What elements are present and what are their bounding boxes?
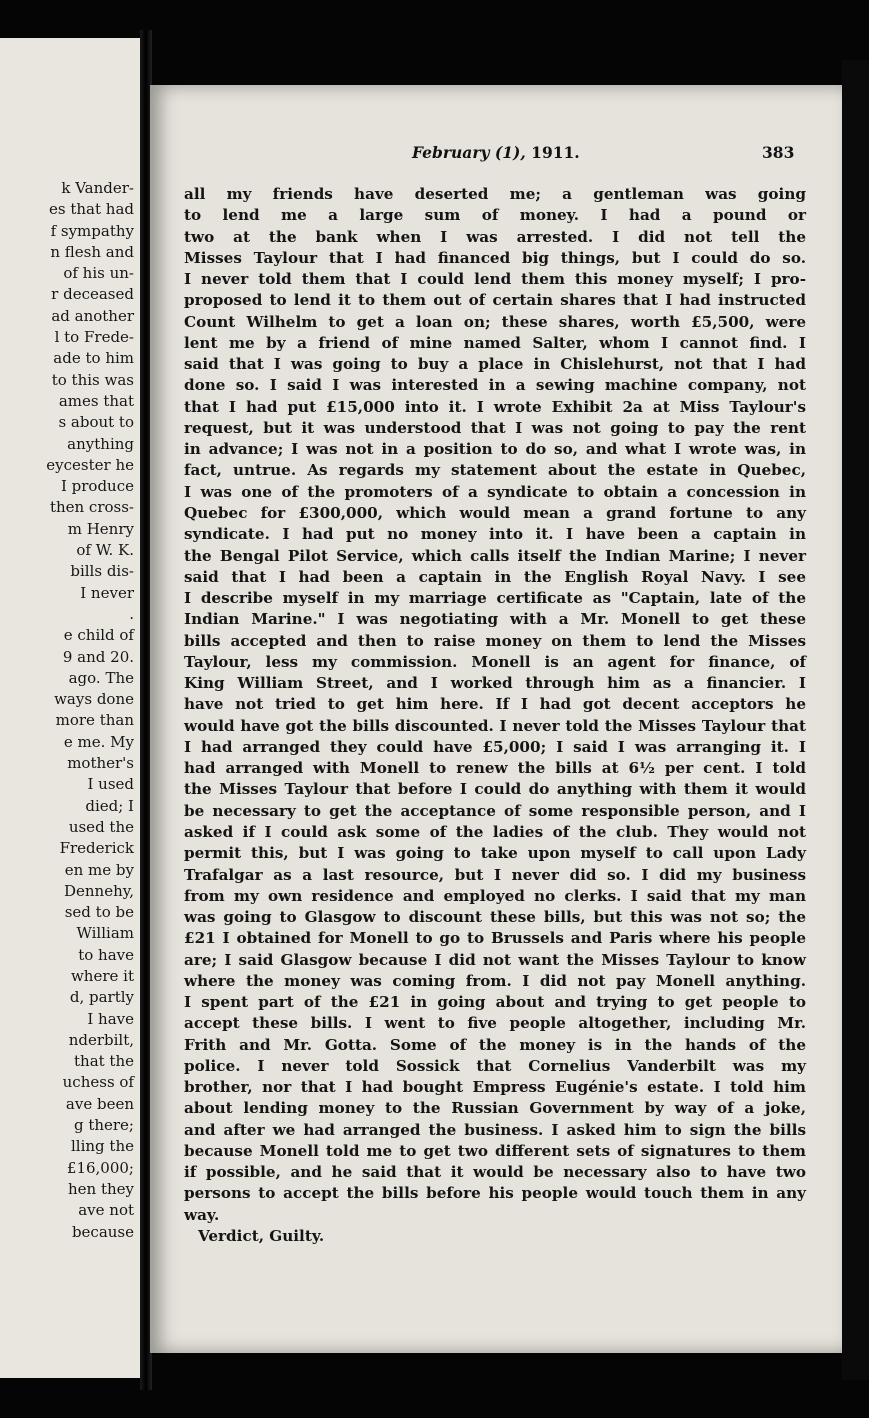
body-line: Indian Marine." I was negotiating with a Mr. Monell to get these xyxy=(184,610,806,629)
body-line: that I had put £15,000 into it. I wrote Exhibit 2a at Miss Taylour's xyxy=(184,397,806,416)
left-page-line: ways done xyxy=(54,690,134,709)
body-line: all my friends have deserted me; a gentleman was going xyxy=(184,185,806,203)
left-page-line: ave not xyxy=(78,1201,134,1220)
left-page-line: died; I xyxy=(85,796,134,815)
body-line: Quebec for £300,000, which would mean a grand fortune to any xyxy=(184,503,806,522)
left-page-line: ad another xyxy=(51,306,134,325)
left-page-line: anything xyxy=(67,434,134,453)
left-page-line: more than xyxy=(55,711,134,730)
left-page-line: 9 and 20. xyxy=(62,647,134,666)
body-line: Count Wilhelm to get a loan on; these shares, worth £5,500, were xyxy=(184,312,806,331)
body-line: because Monell told me to get two different sets of signatures to them xyxy=(184,1141,806,1160)
left-page-line: that the xyxy=(74,1052,134,1071)
left-page-line: e child of xyxy=(63,626,134,645)
page-number: 383 xyxy=(762,143,795,162)
body-line: permit this, but I was going to take upon myself to call upon Lady xyxy=(184,844,806,863)
left-page-line: r deceased xyxy=(51,285,134,304)
body-line: bills accepted and then to raise money on them to lend the Misses xyxy=(184,631,806,650)
left-page-line: l to Frede- xyxy=(54,328,134,347)
body-line: persons to accept the bills before his people would touch them in any xyxy=(184,1184,806,1203)
left-page-line: mother's xyxy=(67,754,134,773)
left-page-line: I have xyxy=(87,1009,134,1028)
body-line: the Bengal Pilot Service, which calls itself the Indian Marine; I never xyxy=(184,546,806,565)
body-text xyxy=(184,184,806,1247)
body-line: £21 I obtained for Monell to go to Brussels and Paris where his people xyxy=(184,929,806,948)
header-month: February xyxy=(412,143,490,162)
left-page-line: en me by xyxy=(64,860,134,879)
left-page-line: . xyxy=(129,604,134,623)
left-page-line: m Henry xyxy=(67,519,134,538)
body-line: I never told them that I could lend them this money myself; I pro- xyxy=(184,270,806,289)
left-page-line: £16,000; xyxy=(66,1158,134,1177)
body-line: and after we had arranged the business. I asked him to sign the bills xyxy=(184,1120,806,1139)
body-line: had arranged with Monell to renew the bills at 6½ per cent. I told xyxy=(184,759,806,778)
header-date: (1), xyxy=(494,143,532,162)
left-page-line: Dennehy, xyxy=(63,881,134,900)
body-line: way. xyxy=(184,1205,220,1224)
left-page-text xyxy=(46,178,134,1243)
body-line: I spent part of the £21 in going about and trying to get people to xyxy=(184,993,806,1012)
left-page-line: s about to xyxy=(58,413,134,432)
left-page-line: used the xyxy=(68,817,134,836)
left-page-line: eycester he xyxy=(46,455,134,474)
verdict-line: Verdict, Guilty. xyxy=(198,1227,325,1246)
left-page-line: n flesh and xyxy=(50,242,134,261)
body-line: Taylour, less my commission. Monell is an agent for finance, of xyxy=(184,652,806,671)
body-line: I describe myself in my marriage certificate as "Captain, late of the xyxy=(184,589,806,608)
body-line: to lend me a large sum of money. I had a pound or xyxy=(184,206,806,225)
body-line: said that I had been a captain in the English Royal Navy. I see xyxy=(184,567,806,586)
header-year: 1911. xyxy=(531,143,580,162)
body-line: brother, nor that I had bought Empress Eugénie's estate. I told him xyxy=(184,1078,806,1097)
right-page xyxy=(150,85,842,1353)
body-line: Trafalgar as a last resource, but I never did so. I did my business xyxy=(184,865,806,884)
page-edge-shadow xyxy=(842,60,869,1380)
body-line: I was one of the promoters of a syndicate to obtain a concession in xyxy=(184,482,806,501)
body-line: fact, untrue. As regards my statement about the estate in Quebec, xyxy=(184,461,806,480)
left-page-line: ade to him xyxy=(53,349,134,368)
body-line: syndicate. I had put no money into it. I have been a captain in xyxy=(184,525,806,544)
running-head xyxy=(412,143,580,162)
left-page-line: of his un- xyxy=(63,264,134,283)
left-page-line: ames that xyxy=(58,391,134,410)
body-line: in advance; I was not in a position to do so, and what I wrote was, in xyxy=(184,440,806,459)
left-page-line: lling the xyxy=(71,1137,134,1156)
body-line: are; I said Glasgow because I did not want the Misses Taylour to know xyxy=(184,950,806,969)
body-line: where the money was coming from. I did not pay Monell anything. xyxy=(184,971,806,990)
left-page-line: William xyxy=(76,924,134,943)
left-page-line: f sympathy xyxy=(50,221,134,240)
left-page-line: es that had xyxy=(49,200,134,219)
body-line: King William Street, and I worked through him as a financier. I xyxy=(184,674,806,693)
body-line: request, but it was understood that I was not going to pay the rent xyxy=(184,418,806,437)
body-line: Frith and Mr. Gotta. Some of the money is in the hands of the xyxy=(184,1035,806,1054)
left-page-line: g there; xyxy=(73,1116,134,1135)
body-line: if possible, and he said that it would be necessary also to have two xyxy=(184,1163,806,1182)
left-page-line: I used xyxy=(87,775,134,794)
body-line: asked if I could ask some of the ladies of the club. They would not xyxy=(184,822,806,841)
left-page-line: I produce xyxy=(60,477,134,496)
left-page-line: d, partly xyxy=(69,988,134,1007)
body-line: two at the bank when I was arrested. I did not tell the xyxy=(184,227,806,246)
body-line: would have got the bills discounted. I never told the Misses Taylour that xyxy=(184,716,806,735)
page-header xyxy=(150,143,842,167)
left-page-line: e me. My xyxy=(63,732,134,751)
body-line: I had arranged they could have £5,000; I said I was arranging it. I xyxy=(184,737,806,756)
left-page-line: uchess of xyxy=(62,1073,134,1092)
body-line: the Misses Taylour that before I could do anything with them it would xyxy=(184,780,806,799)
left-page-line: ago. The xyxy=(68,668,134,687)
body-line: lent me by a friend of mine named Salter, whom I cannot find. I xyxy=(184,333,806,352)
left-page-line: I never xyxy=(80,583,134,602)
body-line: accept these bills. I went to five people altogether, including Mr. xyxy=(184,1014,806,1033)
body-line: have not tried to get him here. If I had got decent acceptors he xyxy=(184,695,806,714)
left-page-line: bills dis- xyxy=(70,562,134,581)
left-page-line: where it xyxy=(70,966,134,985)
left-page xyxy=(0,38,140,1378)
left-page-line: then cross- xyxy=(49,498,134,517)
body-line: was going to Glasgow to discount these bills, but this was not so; the xyxy=(184,908,806,927)
left-page-line: to this was xyxy=(51,370,134,389)
left-page-line: nderbilt, xyxy=(68,1030,134,1049)
body-line: proposed to lend it to them out of certain shares that I had instructed xyxy=(184,291,806,310)
left-page-line: of W. K. xyxy=(76,541,134,560)
left-page-line: k Vander- xyxy=(61,179,134,197)
left-page-line: to have xyxy=(78,945,134,964)
left-page-line: hen they xyxy=(67,1179,134,1198)
body-line: Misses Taylour that I had financed big things, but I could do so. xyxy=(184,248,806,267)
body-line: be necessary to get the acceptance of some responsible person, and I xyxy=(184,801,806,820)
left-page-line: Frederick xyxy=(59,839,134,858)
body-line: said that I was going to buy a place in Chislehurst, not that I had xyxy=(184,355,806,374)
body-line: police. I never told Sossick that Cornelius Vanderbilt was my xyxy=(184,1056,806,1075)
body-line: done so. I said I was interested in a sewing machine company, not xyxy=(184,376,806,395)
body-line: about lending money to the Russian Government by way of a joke, xyxy=(184,1099,806,1118)
body-line: from my own residence and employed no clerks. I said that my man xyxy=(184,886,806,905)
left-page-line: because xyxy=(71,1222,134,1241)
left-page-line: sed to be xyxy=(64,903,134,922)
left-page-line: ave been xyxy=(65,1094,134,1113)
